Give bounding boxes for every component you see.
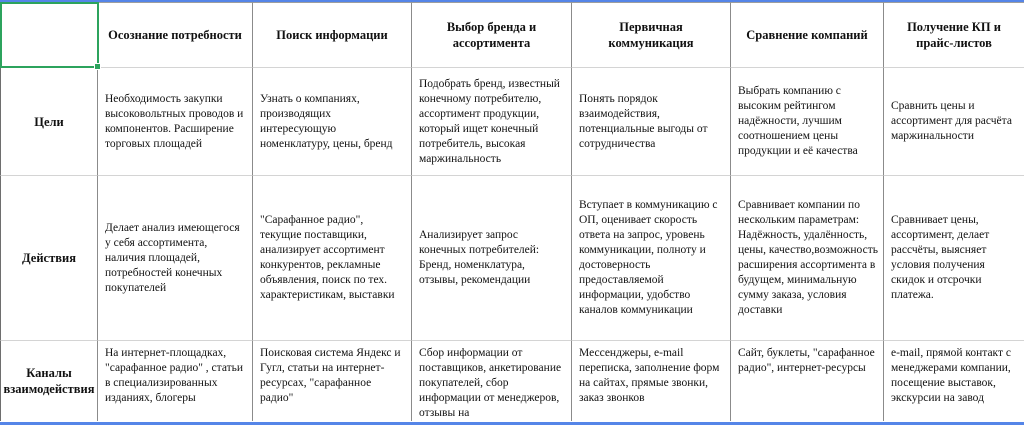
cell-goals-first-communication[interactable] xyxy=(572,68,731,176)
cell-text: Сайт, буклеты, "сарафанное радио", интернет-ресурсы xyxy=(738,347,875,374)
cell-text: Сравнивает компании по нескольким параметрам: Надёжность, удалённость, цены, качество,возможность расширения ассортимента в будущем, минимальную сумму заказа, условия доставки xyxy=(738,199,878,316)
cell-text: Делает анализ имеющегося у себя ассортимента, наличия площадей, потребностей конечных покупателей xyxy=(105,221,240,294)
column-header-label: Сравнение компаний xyxy=(746,28,868,42)
cell-channels-price-lists[interactable] xyxy=(884,341,1024,421)
row-label-text: Каналы взаимодействия xyxy=(3,366,95,396)
cell-goals-search[interactable] xyxy=(253,68,412,176)
column-header-label: Выбор бренда и ассортимента xyxy=(446,20,537,50)
cell-text: Подобрать бренд, известный конечному потребителю, ассортимент продукции, который ищет конечный потребитель, высокая маржинальность xyxy=(419,77,560,165)
column-header-label: Осознание потребности xyxy=(108,28,242,42)
cell-channels-brand-choice[interactable] xyxy=(412,341,572,421)
cell-text: e-mail, прямой контакт с менеджерами компании, посещение выставок, экскурсии на завод xyxy=(891,347,1011,404)
column-header-search[interactable] xyxy=(253,2,412,68)
cell-actions-company-comparison[interactable] xyxy=(731,176,884,341)
cell-channels-awareness[interactable] xyxy=(98,341,253,421)
column-header-brand-choice[interactable] xyxy=(412,2,572,68)
cell-actions-search[interactable] xyxy=(253,176,412,341)
cell-text: Поисковая система Яндекс и Гугл, статьи на интернет-ресурсах, "сарафанное радио" xyxy=(260,347,401,404)
column-header-price-lists[interactable] xyxy=(884,2,1024,68)
cell-goals-brand-choice[interactable] xyxy=(412,68,572,176)
column-header-label: Получение КП и прайс-листов xyxy=(907,20,1001,50)
column-header-company-comparison[interactable] xyxy=(731,2,884,68)
cell-goals-company-comparison[interactable] xyxy=(731,68,884,176)
cell-text: Узнать о компаниях, производящих интересующую номенклатуру, цены, бренд xyxy=(260,92,393,150)
cell-goals-price-lists[interactable] xyxy=(884,68,1024,176)
column-header-awareness[interactable] xyxy=(98,2,253,68)
row-label-channels[interactable] xyxy=(0,341,98,421)
row-label-actions[interactable] xyxy=(0,176,98,341)
row-label-goals[interactable] xyxy=(0,68,98,176)
cell-text: Понять порядок взаимодействия, потенциальные выгоды от сотрудничества xyxy=(579,92,708,150)
cell-text: Выбрать компанию с высоким рейтингом надёжности, лучшим соотношением цены продукции и её качества xyxy=(738,85,858,157)
cell-text: Сбор информации от поставщиков, анкетирование покупателей, сбор информации от менеджеров, отзывы на xyxy=(419,347,562,419)
cell-actions-first-communication[interactable] xyxy=(572,176,731,341)
cell-actions-brand-choice[interactable] xyxy=(412,176,572,341)
column-header-label: Поиск информации xyxy=(276,28,388,42)
cell-text: Мессенджеры, e-mail переписка, заполнение форм на сайтах, прямые звонки, заказ звонков xyxy=(579,347,720,404)
cell-text: Необходимость закупки высоковольтных проводов и компонентов. Расширение торговых площадей xyxy=(105,92,244,150)
cell-text: На интернет-площадках, "сарафанное радио" , статьи в специализированных изданиях, блогеры xyxy=(105,347,244,404)
column-header-first-communication[interactable] xyxy=(572,2,731,68)
cell-channels-first-communication[interactable] xyxy=(572,341,731,421)
cell-goals-awareness[interactable] xyxy=(98,68,253,176)
cell-channels-search[interactable] xyxy=(253,341,412,421)
cell-text: Сравнивает цены, ассортимент, делает рассчёты, выясняет условия получения скидок и отсрочки платежа. xyxy=(891,214,990,301)
row-label-text: Цели xyxy=(34,114,64,129)
cell-text: Анализирует запрос конечных потребителей: Бренд, номенклатура, отзывы, рекомендации xyxy=(419,229,540,286)
cell-actions-awareness[interactable] xyxy=(98,176,253,341)
customer-journey-table xyxy=(0,2,1024,421)
cell-text: "Сарафанное радио", текущие поставщики, анализирует ассортимент конкурентов, рекламные объявления, поиск по тех. характеристикам, выставки xyxy=(260,214,395,301)
row-label-text: Действия xyxy=(22,251,76,265)
cell-A1-selected[interactable] xyxy=(0,2,98,68)
bottom-edge-highlight xyxy=(0,422,1024,425)
cell-channels-company-comparison[interactable] xyxy=(731,341,884,421)
cell-text: Вступает в коммуникацию с ОП, оценивает скорость ответа на запрос, уровень коммуникации, полноту и достоверность предоставляемой информации, удобство каналов коммуникации xyxy=(579,199,718,316)
cell-text: Сравнить цены и ассортимент для расчёта маржинальности xyxy=(891,100,1012,142)
column-header-label: Первичная коммуникация xyxy=(608,20,694,50)
cell-actions-price-lists[interactable] xyxy=(884,176,1024,341)
fill-handle[interactable] xyxy=(94,63,101,70)
